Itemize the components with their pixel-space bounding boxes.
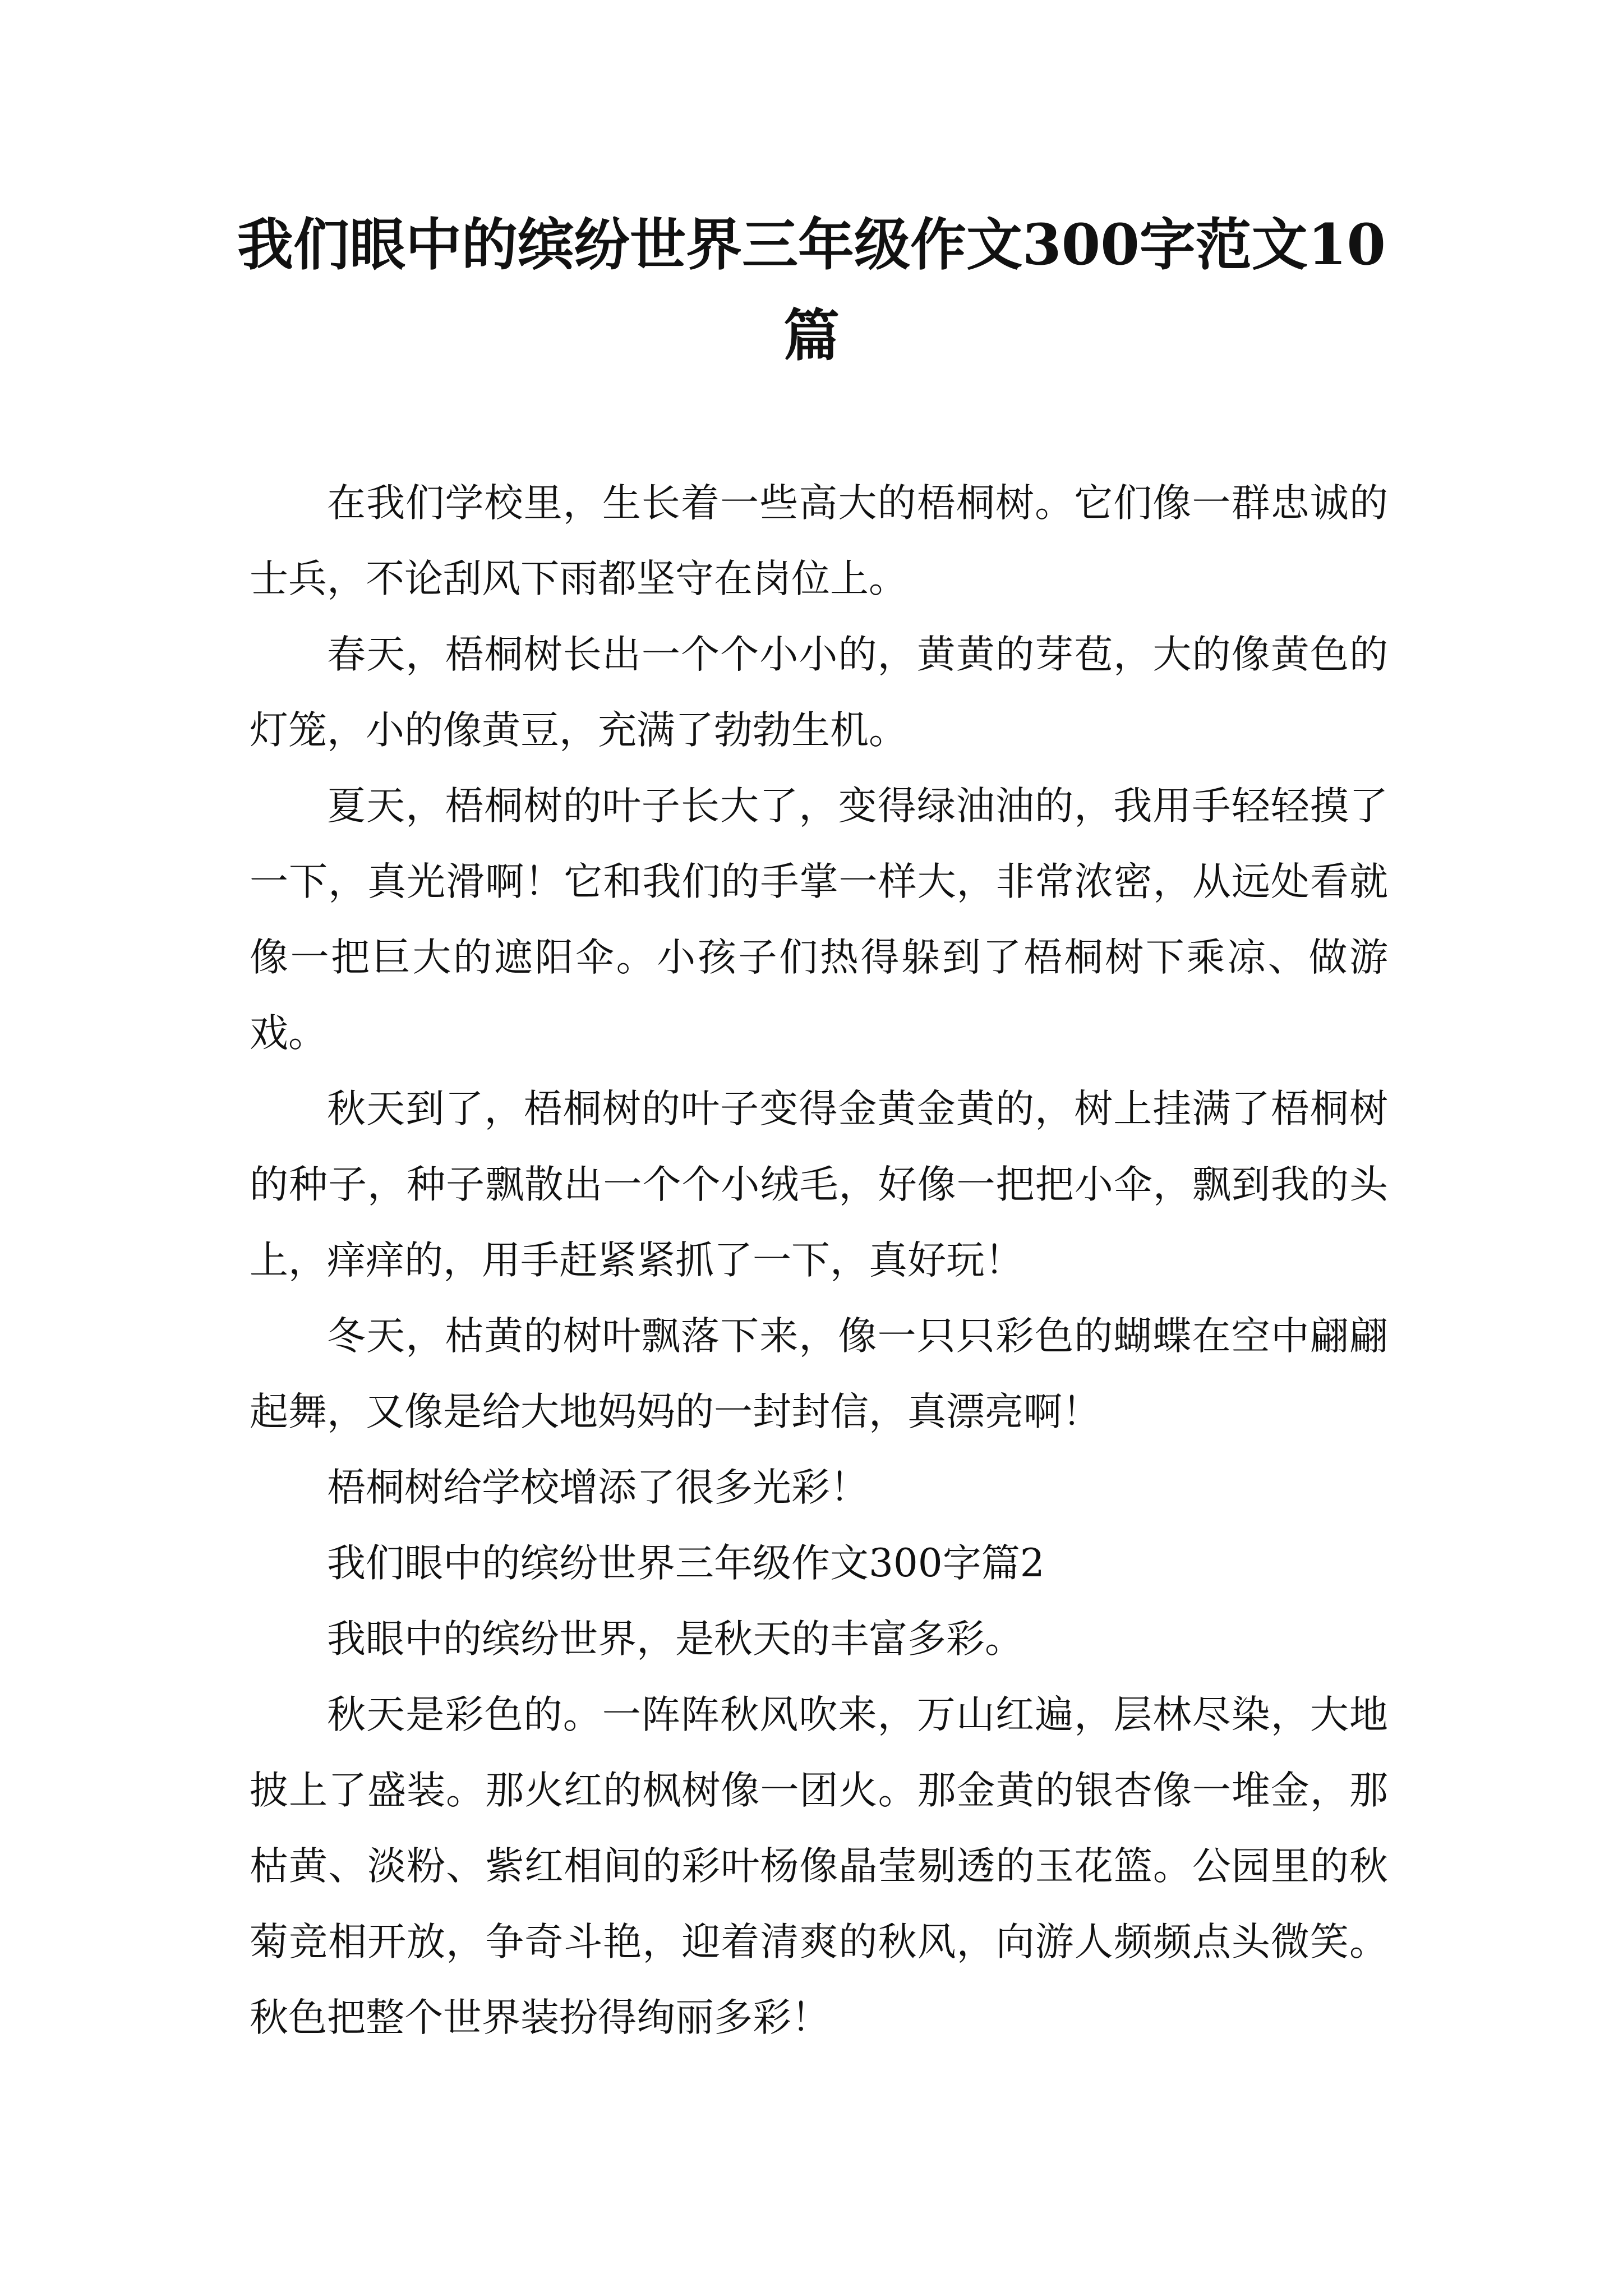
paragraph: 秋天到了，梧桐树的叶子变得金黄金黄的，树上挂满了梧桐树的种子，种子飘散出一个个小绒毛，好像一把把小伞，飘到我的头上，痒痒的，用手赶紧紧抓了一下，真好玩！ (250, 1087, 1388, 1283)
paragraph: 梧桐树给学校增添了很多光彩！ (327, 1465, 869, 1510)
paragraph: 冬天，枯黄的树叶飘落下来，像一只只彩色的蝴蝶在空中翩翩起舞，又像是给大地妈妈的一封封信，真漂亮啊！ (250, 1314, 1388, 1434)
document-body (250, 466, 1388, 2056)
paragraph: 春天，梧桐树长出一个个小小的，黄黄的芽苞，大的像黄色的灯笼，小的像黄豆，充满了勃勃生机。 (250, 632, 1388, 753)
paragraph: 夏天，梧桐树的叶子长大了，变得绿油油的，我用手轻轻摸了一下，真光滑啊！它和我们的手掌一样大，非常浓密，从远处看就像一把巨大的遮阳伞。小孩子们热得躲到了梧桐树下乘凉、做游戏。 (250, 784, 1388, 1056)
document-title: 我们眼中的缤纷世界三年级作文300字范文10篇 (237, 211, 1386, 369)
section-heading: 我们眼中的缤纷世界三年级作文300字篇2 (327, 1541, 1045, 1586)
paragraph: 秋天是彩色的。一阵阵秋风吹来，万山红遍，层林尽染，大地披上了盛装。那火红的枫树像一团火。那金黄的银杏像一堆金，那枯黄、淡粉、紫红相间的彩叶杨像晶莹剔透的玉花篮。公园里的秋菊竞相开放，争奇斗艳，迎着清爽的秋风，向游人频频点头微笑。秋色把整个世界装扮得绚丽多彩！ (250, 1692, 1388, 2040)
paragraph: 在我们学校里，生长着一些高大的梧桐树。它们像一群忠诚的士兵，不论刮风下雨都坚守在岗位上。 (250, 481, 1388, 601)
paragraph: 我眼中的缤纷世界，是秋天的丰富多彩。 (327, 1617, 1023, 1662)
